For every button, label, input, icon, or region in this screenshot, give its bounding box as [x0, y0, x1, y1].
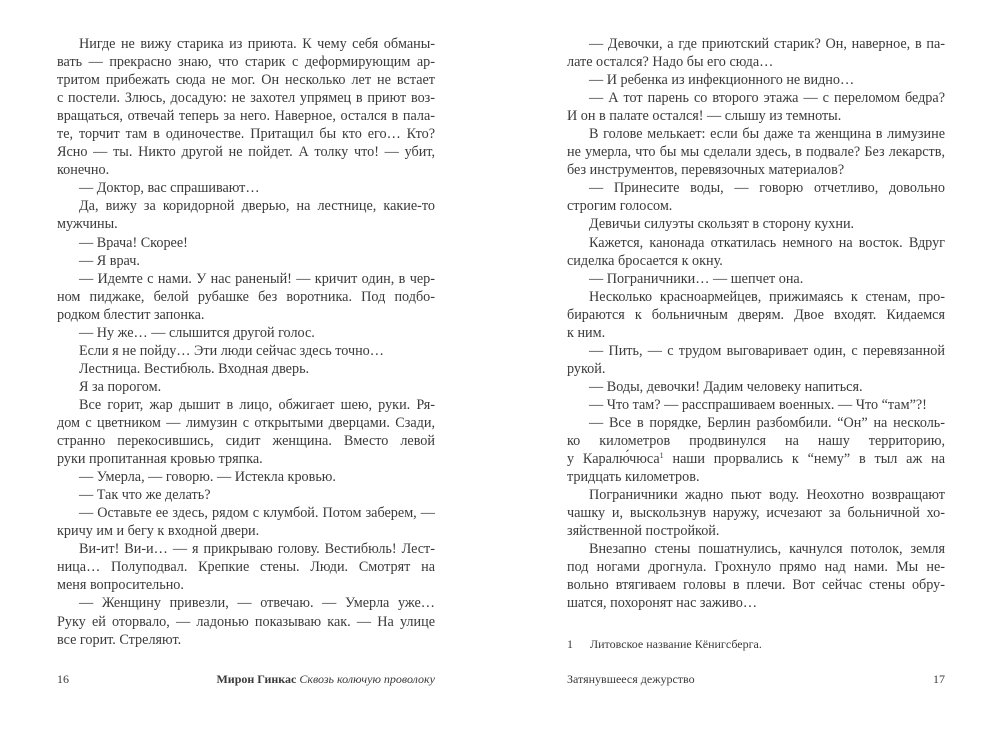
footnote [567, 637, 762, 652]
footnote-marker: 1 [659, 451, 664, 461]
text-line: — Воды, девочки! Дадим человеку напиться. [589, 378, 863, 395]
text-line: — Все в порядке, Берлин разбомбили. “Он” на несколь- [589, 414, 945, 431]
text-line: — А тот парень со второго этажа — с переломом бедра? [589, 90, 945, 107]
text-line: ко километров продвинулся на нашу территорию, [567, 433, 945, 450]
text-line: Все горит, жар дышит в лицо, обжигает шею, руки. Ря- [79, 396, 435, 413]
paragraph [567, 270, 945, 288]
text-line: Кажется, канонада откатилась немного на восток. Вдруг [589, 234, 945, 251]
text-line: без инструментов, перевязочных материалов? [567, 162, 845, 179]
text-line: к ним. [567, 324, 606, 341]
text-line [567, 450, 945, 468]
text-line: дом с цветником — лимузин с открытыми дверцами. Сзади, [57, 414, 435, 431]
text-line: Ясно — ты. Никто другой не пойдет. А толку что! — убит, [57, 144, 435, 161]
text-line: — Девочки, а где приютский старик? Он, наверное, в па- [589, 36, 945, 52]
text-line: Несколько красноармейцев, прижимаясь к стенам, про- [589, 288, 945, 305]
left-page-body [57, 35, 435, 649]
paragraph [567, 342, 945, 378]
text-line: — Умерла, — говорю. — Истекла кровью. [79, 469, 336, 486]
paragraph [57, 486, 435, 504]
text-line: под ногами дрогнула. Грохнуло прямо над нами. Мы не- [567, 559, 945, 576]
text-line: чашку и, выскользнув наружу, исчезают за больничной хо- [567, 505, 945, 522]
text-line: — Пограничники… — шепчет она. [589, 270, 804, 287]
text-line: те, торчит там в одиночестве. Притащил бы кто его… Кто? [57, 126, 435, 143]
paragraph [57, 396, 435, 468]
text-line: Руку ей оторвало, — ладонью показываю как. — На улице [57, 613, 435, 630]
text-line: Лестница. Вестибюль. Входная дверь. [79, 360, 310, 377]
book-title: Сквозь колючую проволоку [299, 672, 435, 686]
text-line: Ви-ит! Ви-и… — я прикрываю голову. Вестибюль! Лест- [79, 541, 435, 558]
paragraph [57, 342, 435, 360]
text-line: лате остался? Надо бы его сюда… [567, 54, 774, 71]
text-line: строгим голосом. [567, 198, 673, 215]
paragraph [57, 540, 435, 594]
text-line: кричу им и бегу к входной двери. [57, 523, 260, 540]
paragraph [567, 396, 945, 414]
paragraph [57, 594, 435, 648]
paragraph [567, 71, 945, 89]
paragraph [567, 89, 945, 125]
running-title: Затянувшееся дежурство [567, 672, 695, 686]
text-line: родком блестит запонка. [57, 306, 205, 323]
paragraph [57, 179, 435, 197]
paragraph [57, 324, 435, 342]
text-line: — Что там? — расспрашиваем военных. — Что “там”?! [589, 396, 927, 413]
paragraph [57, 197, 435, 233]
paragraph [567, 288, 945, 342]
text-line: меня вопросительно. [57, 577, 184, 594]
text-line: — Принесите воды, — говорю отчетливо, довольно [589, 180, 945, 197]
text-line: все горит. Стреляют. [57, 631, 182, 648]
text-line: — Пить, — с трудом выговаривает один, с перевязанной [589, 342, 945, 359]
text-line: — Ну же… — слышится другой голос. [79, 324, 315, 341]
page-number: 17 [933, 672, 945, 686]
running-head [216, 672, 435, 687]
text-line: рукой. [567, 360, 606, 377]
paragraph [567, 35, 945, 71]
paragraph [57, 360, 435, 378]
paragraph [567, 378, 945, 396]
text-line: руки пропитанная кровью тряпка. [57, 451, 263, 468]
paragraph [57, 468, 435, 486]
footnote-number: 1 [567, 637, 573, 651]
text-line: И он в палате остался! — слышу из темноты. [567, 108, 842, 125]
paragraph [567, 179, 945, 215]
paragraph [57, 504, 435, 540]
text-line: Если я не пойду… Эти люди сейчас здесь точно… [79, 342, 384, 359]
paragraph [57, 270, 435, 324]
paragraph [57, 35, 435, 179]
paragraph [567, 540, 945, 612]
text-line: Пограничники жадно пьют воду. Неохотно возвращают [589, 487, 945, 504]
text-line: — Женщину привезли, — отвечаю. — Умерла уже… [79, 595, 435, 612]
text-line: Да, вижу за коридорной дверью, на лестнице, какие-то [79, 198, 435, 215]
text-line: — Оставьте ее здесь, рядом с клумбой. Потом заберем, — [79, 505, 435, 522]
text-line: вольно втягиваем головы в плечи. Вот сейчас стены обру- [567, 577, 945, 594]
text-line: конечно. [57, 162, 110, 179]
paragraph [57, 234, 435, 252]
text-line: ница… Полуподвал. Крепкие стены. Люди. Смотрят на [57, 559, 435, 576]
paragraph [567, 125, 945, 179]
paragraph [57, 378, 435, 396]
paragraph [567, 486, 945, 540]
text-line: — Я врач. [79, 252, 140, 269]
text-line: Я за порогом. [79, 378, 162, 395]
text-line: — Идемте с нами. У нас раненый! — кричит один, в чер- [79, 270, 435, 287]
text-line: Внезапно стены пошатнулись, качнулся потолок, земля [589, 541, 945, 558]
text-line: бираются к больничным дверям. Двое входят. Кидаемся [567, 306, 945, 323]
paragraph [567, 414, 945, 486]
text-line: сиделка бросается к окну. [567, 252, 723, 269]
text-line: вращаться, отвечай теперь за него. Наверное, остался в пала- [57, 108, 435, 125]
text-line: не умерла, что бы мы сделали здесь, в подвале? Без лекарств, [567, 144, 945, 161]
text-line: — Врача! Скорее! [79, 234, 188, 251]
right-page-body [567, 35, 945, 613]
right-page [500, 0, 1000, 750]
author-name: Мирон Гинкас [216, 672, 297, 686]
text-line: тритом прибежать сюда не мог. Он несколько лет не встает [57, 72, 435, 89]
text-line: — И ребенка из инфекционного не видно… [589, 72, 855, 89]
text-line: с постели. Злюсь, досадую: не захотел упрямец в приют воз- [57, 90, 435, 107]
text-line: В голове мелькает: если бы даже та женщина в лимузине [589, 126, 945, 143]
text-segment: наши прорвались к “нему” в тыл аж на [663, 451, 945, 468]
text-line: шатся, похоронят нас заживо… [567, 595, 758, 612]
text-line: — Доктор, вас спрашивают… [79, 180, 260, 197]
paragraph [57, 252, 435, 270]
text-line: вать — прекрасно знаю, что старик с деформирующим ар- [57, 54, 435, 71]
text-line: Нигде не вижу старика из приюта. К чему себя обманы- [79, 36, 435, 52]
text-line: ном пиджаке, белой рубашке без воротника. Под подбо- [57, 288, 435, 305]
text-segment: у Каралю́чюса [567, 451, 660, 468]
footnote-text: Литовское название Кёнигсберга. [590, 637, 762, 651]
right-page-footer [567, 672, 945, 687]
text-line: тридцать километров. [567, 469, 700, 486]
left-page-footer [57, 672, 435, 687]
paragraph [567, 234, 945, 270]
text-line: странно перекосившись, сидит женщина. Вместо левой [57, 433, 435, 450]
text-line: мужчины. [57, 216, 118, 233]
text-line: зяйственной постройкой. [567, 523, 720, 540]
page-number: 16 [57, 672, 69, 686]
paragraph [567, 215, 945, 233]
text-line: Девичьи силуэты скользят в сторону кухни. [589, 216, 855, 233]
text-line: — Так что же делать? [79, 487, 211, 504]
